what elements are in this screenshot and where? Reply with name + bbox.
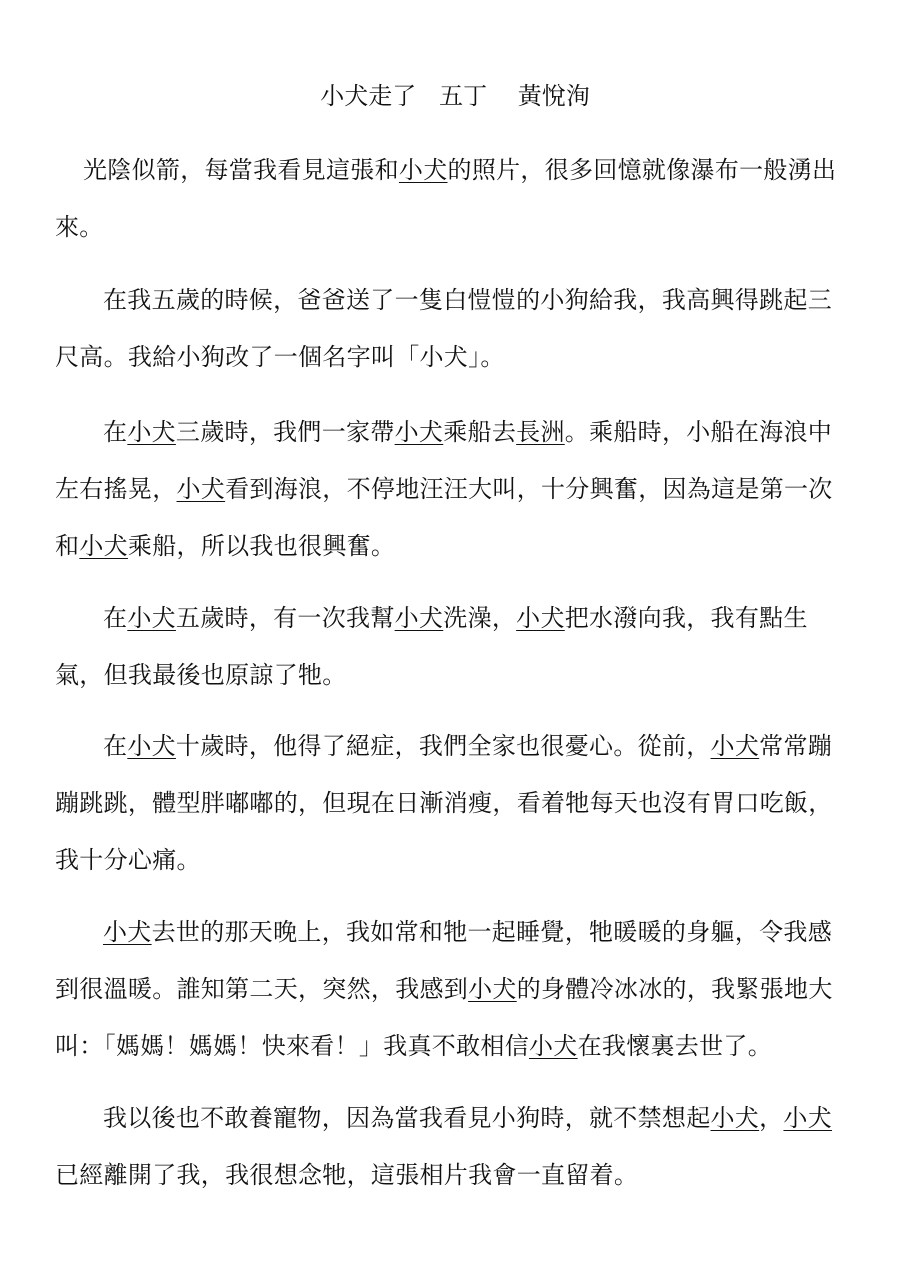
text-segment: 看到海浪，不停地汪汪大叫，十分興奮，因為這是第一次和 (55, 475, 833, 560)
underlined-name: 小犬 (783, 1104, 833, 1132)
text-segment: 五歲時，有一次我幫 (175, 604, 395, 632)
text-segment: 乘船去 (443, 418, 517, 446)
text-segment: 常常蹦蹦跳跳，體型胖嘟嘟的，但現在日漸消瘦，看着牠每天也沒有胃口吃飯，我十分心痛。 (55, 732, 833, 874)
text-segment: 乘船，所以我也很興奮。 (127, 532, 396, 560)
text-segment: 的照片，很多回憶就像瀑布一般湧出來。 (55, 156, 837, 241)
underlined-name: 小犬 (127, 604, 176, 632)
text-segment: ， (759, 1104, 784, 1132)
underlined-name: 小犬 (127, 732, 176, 760)
underlined-name: 小犬 (103, 918, 152, 946)
paragraph-7 (55, 1090, 855, 1204)
text-segment: 在 (103, 418, 128, 446)
paragraph-3 (55, 404, 855, 575)
underlined-name: 小犬 (394, 604, 444, 632)
text-segment: 十歲時，他得了絕症，我們全家也很憂心。從前， (175, 732, 711, 760)
text-segment: 在我懷裏去世了。 (577, 1032, 773, 1060)
underlined-name: 小犬 (398, 156, 448, 184)
text-segment: 在 (103, 732, 128, 760)
text-segment: 。乘船時，小船在海浪中左右搖晃， (55, 418, 833, 503)
text-segment: 在我五歲的時候，爸爸送了一隻白愷愷的小狗給我，我高興得跳起三尺高。我給小狗改了一個名字叫「小犬」。 (55, 286, 832, 371)
underlined-name: 小犬 (710, 732, 760, 760)
text-segment: 的身體冷冰冰的，我緊張地大叫：「媽媽！媽媽！快來看！」我真不敢相信 (55, 975, 833, 1060)
underlined-name: 小犬 (394, 418, 444, 446)
paragraph-4 (55, 590, 855, 704)
paragraph-5 (55, 718, 855, 889)
paragraph-6 (55, 904, 855, 1075)
underlined-name: 小犬 (710, 1104, 760, 1132)
essay-title: 小犬走了 五丁 黃悅洵 (320, 82, 590, 110)
underlined-name: 小犬 (127, 418, 176, 446)
paragraph-2 (55, 272, 855, 386)
underlined-name: 小犬 (529, 1032, 578, 1060)
text-segment: 洗澡， (443, 604, 517, 632)
text-segment: 我以後也不敢養寵物，因為當我看見小狗時，就不禁想起 (103, 1104, 711, 1132)
underlined-name: 小犬 (516, 604, 565, 632)
text-segment: 三歲時，我們一家帶 (175, 418, 395, 446)
text-segment: 在 (103, 604, 128, 632)
text-segment: 光陰似箭，每當我看見這張和 (83, 156, 399, 184)
underlined-name: 小犬 (176, 475, 226, 503)
text-segment: 已經離開了我，我很想念牠，這張相片我會一直留着。 (55, 1161, 639, 1189)
underlined-name: 長洲 (516, 418, 565, 446)
underlined-name: 小犬 (468, 975, 517, 1003)
underlined-name: 小犬 (79, 532, 128, 560)
paragraph-1 (55, 142, 855, 256)
text-segment: 把水潑向我，我有點生氣，但我最後也原諒了牠。 (55, 604, 808, 689)
text-segment: 去世的那天晚上，我如常和牠一起睡覺，牠暖暖的身軀，令我感到很溫暖。誰知第二天，突然，我感到 (55, 918, 833, 1003)
